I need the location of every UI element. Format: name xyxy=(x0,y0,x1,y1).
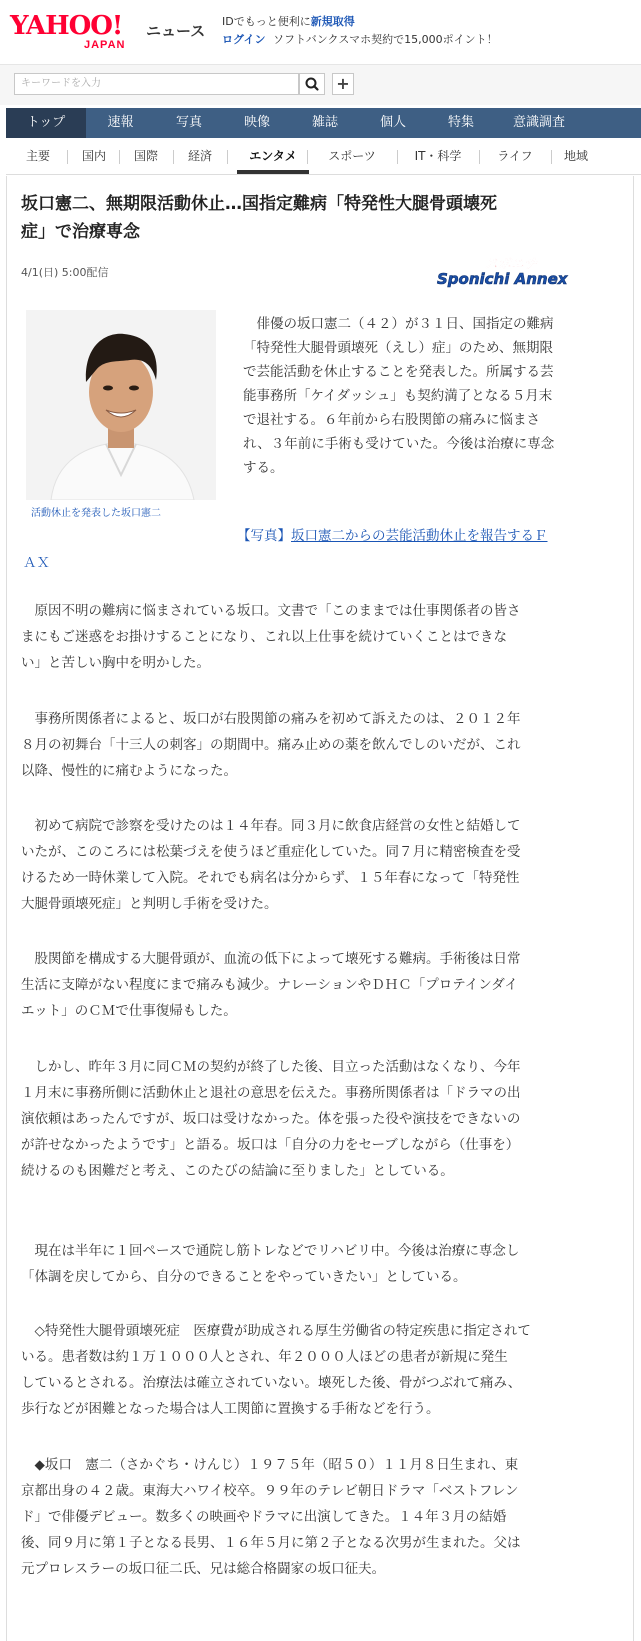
add-button[interactable]: + xyxy=(332,73,354,95)
paragraph-line: しているとされる。治療法は確立されていない。壊死した後、骨がつぶれて痛み、 xyxy=(21,1375,522,1391)
category-separator xyxy=(173,150,174,164)
paragraph-line: 原因不明の難病に悩まされている坂口。文書で「このままでは仕事関係者の皆さ xyxy=(21,603,521,619)
main-nav-tab[interactable]: 雑誌 xyxy=(311,115,338,130)
lead-line: 能事務所「ケイダッシュ」も契約満了となる５月末 xyxy=(243,388,553,404)
search-button[interactable] xyxy=(299,73,325,95)
lead-line: で芸能活動を休止することを発表した。所属する芸 xyxy=(243,364,554,380)
logo-wordmark: YAHOO! xyxy=(10,11,123,41)
photo-link-text: 坂口憲二からの芸能活動休止を報告するＦ xyxy=(291,528,548,544)
body-paragraph xyxy=(21,706,621,784)
category-separator xyxy=(307,150,308,164)
main-nav-tab[interactable]: 個人 xyxy=(379,115,406,130)
category-tab[interactable]: エンタメ xyxy=(249,149,297,163)
paragraph-line: 現在は半年に１回ペースで通院し筋トレなどでリハビリ中。今後は治療に専念し xyxy=(21,1243,520,1259)
logo-sub: JAPAN xyxy=(84,39,126,51)
login-link[interactable]: ログイン xyxy=(222,33,266,46)
category-separator xyxy=(551,150,552,164)
search-bar xyxy=(0,64,641,105)
photo-gallery-link-continued[interactable]: ＡＸ xyxy=(23,555,50,571)
sponichi-annex-logo[interactable] xyxy=(433,254,603,288)
lead-line: する。 xyxy=(243,460,284,476)
category-separator xyxy=(67,150,68,164)
article-title xyxy=(21,190,621,246)
register-link[interactable]: 新規取得 xyxy=(310,15,355,28)
category-tab[interactable]: 主要 xyxy=(25,149,50,163)
body-paragraph xyxy=(21,1238,621,1290)
lead-line: 「特発性大腿骨頭壊死（えし）症」のため、無期限 xyxy=(243,340,553,356)
lead-line: で退社する。６年前から右股関節の痛みに悩まさ xyxy=(243,412,540,428)
category-nav xyxy=(6,138,641,175)
category-tab[interactable]: スポーツ xyxy=(328,149,376,163)
paragraph-line: ◆坂口 憲二（さかぐち・けんじ）１９７５年（昭５０）１１月８日生まれ、東 xyxy=(21,1457,519,1473)
main-nav-tab[interactable]: トップ xyxy=(6,108,86,138)
category-tab[interactable]: 地域 xyxy=(563,149,588,163)
paragraph-line: ８月の初舞台「十三人の刺客」の期間中。痛み止めの薬を飲んでしのいだが、これ xyxy=(21,737,521,753)
paragraph-line: 事務所関係者によると、坂口が右股関節の痛みを初めて訴えたのは、２０１２年 xyxy=(21,711,521,727)
photo-gallery-link[interactable] xyxy=(237,524,548,544)
paragraph-line: 初めて病院で診察を受けたのは１４年春。同３月に飲食店経営の女性と結婚して xyxy=(21,818,521,834)
category-separator xyxy=(397,150,398,164)
body-paragraph xyxy=(21,1318,621,1422)
paragraph-line: 後、同９月に第１子となる長男、１６年５月に第２子となる次男が生まれた。父は xyxy=(21,1535,521,1551)
paragraph-line: いたが、このころには松葉づえを使うほど重症化していた。同７月に精密検査を受 xyxy=(21,844,521,860)
category-separator xyxy=(479,150,480,164)
paragraph-line: 京都出身の４２歳。東海大ハワイ校卒。９９年のテレビ朝日ドラマ「ベストフレン xyxy=(21,1483,519,1499)
paragraph-line: 続けるのも困難だと考え、このたびの結論に至りました」としている。 xyxy=(21,1163,454,1179)
main-nav-tab[interactable]: 特集 xyxy=(447,115,474,130)
paragraph-line: まにもご迷惑をお掛けすることになり、これ以上仕事を続けていくことはできな xyxy=(21,629,507,645)
main-nav-tab[interactable]: 写真 xyxy=(175,115,202,130)
paragraph-line: しかし、昨年３月に同ＣＭの契約が終了した後、目立った活動はなくなり、今年 xyxy=(21,1059,521,1075)
site-header xyxy=(0,0,641,62)
photo-caption[interactable]: 活動休止を発表した坂口憲二 xyxy=(31,508,161,519)
category-tab[interactable]: 国際 xyxy=(133,149,158,163)
category-tab[interactable]: 国内 xyxy=(81,149,106,163)
main-nav xyxy=(6,108,641,138)
paragraph-line: 歩行などが困難となった場合は人工関節に置換する手術などを行う。 xyxy=(21,1401,440,1417)
article-photo[interactable] xyxy=(26,310,216,500)
paragraph-line: エット」のＣＭで仕事復帰もした。 xyxy=(21,1003,237,1019)
main-nav-tab[interactable]: 速報 xyxy=(107,115,134,130)
photo-link-prefix: 【写真】 xyxy=(237,528,291,544)
service-name[interactable]: ニュース xyxy=(146,22,206,40)
body-paragraph xyxy=(21,946,621,1024)
promo-line-1 xyxy=(222,13,355,29)
paragraph-line: ◇特発性大腿骨頭壊死症 医療費が助成される厚生労働省の特定疾患に指定されて xyxy=(21,1323,531,1339)
paragraph-line: ド」で俳優デビュー。数多くの映画やドラマに出演してきた。１４年３月の結婚 xyxy=(21,1509,507,1525)
paragraph-line: 演依頼はあったんですが、坂口は受けなかった。体を張った役や演技をできないの xyxy=(21,1111,521,1127)
portrait-image xyxy=(26,310,216,500)
search-input[interactable]: キーワードを入力 xyxy=(14,73,299,95)
paragraph-line: 股関節を構成する大腿骨頭が、血流の低下によって壊死する難病。手術後は日常 xyxy=(21,951,521,967)
paragraph-line: 「体調を戻してから、自分のできることをやっていきたい」としている。 xyxy=(21,1269,467,1285)
body-paragraph xyxy=(21,1054,621,1184)
paragraph-line: 大腿骨頭壊死症」と判明し手術を受けた。 xyxy=(21,896,278,912)
promo-campaign-text[interactable]: ソフトバンクスマホ契約で15,000ポイント！ xyxy=(272,33,498,46)
main-nav-tab[interactable]: 意識調査 xyxy=(512,115,565,130)
paragraph-line: けるため一時休業して入院。それでも病名は分からず、１５年春になって「特発性 xyxy=(21,870,520,886)
paragraph-line: 元プロレスラーの坂口征二氏、兄は総合格闘家の坂口征夫。 xyxy=(21,1561,386,1577)
body-paragraph xyxy=(21,598,621,676)
article xyxy=(6,176,634,1641)
category-tab[interactable]: ライフ xyxy=(497,149,533,163)
paragraph-line: が許せなかったようです」と語る。坂口は「自分の力をセーブしながら（仕事を） xyxy=(21,1137,520,1153)
category-tab[interactable]: 経済 xyxy=(187,149,212,163)
paragraph-line: いる。患者数は約１万１０００人とされ、年２０００人ほどの患者が新規に発生 xyxy=(21,1349,508,1365)
title-line: 坂口憲二、無期限活動休止…国指定難病「特発性大腿骨頭壊死 xyxy=(21,194,497,214)
publish-date: 4/1(日) 5:00配信 xyxy=(21,266,109,279)
logo-bottom-text: Sponichi Annex xyxy=(437,270,568,288)
paragraph-line: 生活に支障がない程度にまで痛みも減少。ナレーションやＤＨＣ「プロテインダイ xyxy=(21,977,518,993)
promo-line-2 xyxy=(222,31,498,47)
promo-text: IDでもっと便利に xyxy=(222,15,311,28)
lead-line: れ、３年前に手術も受けていた。今後は治療に専念 xyxy=(243,436,555,452)
lead-line: 俳優の坂口憲二（４２）が３１日、国指定の難病 xyxy=(243,316,554,332)
paragraph-line: い」と苦しい胸中を明かした。 xyxy=(21,655,210,671)
paragraph-line: 以降、慢性的に痛むようになった。 xyxy=(21,763,237,779)
category-tab[interactable]: IT・科学 xyxy=(414,149,462,163)
title-line: 症」で治療専念 xyxy=(21,222,140,242)
yahoo-japan-logo[interactable] xyxy=(10,12,138,52)
body-paragraph xyxy=(21,1452,621,1582)
paragraph-line: １月末に事務所側に活動休止と退社の意思を伝えた。事務所関係者は「ドラマの出 xyxy=(21,1085,521,1101)
main-nav-tab[interactable]: 映像 xyxy=(243,115,270,130)
category-separator xyxy=(227,150,228,164)
lead-paragraph xyxy=(243,312,611,480)
logo-top-text: スポニチ xyxy=(485,257,538,272)
search-icon xyxy=(300,74,324,94)
body-paragraph xyxy=(21,813,621,917)
category-separator xyxy=(119,150,120,164)
